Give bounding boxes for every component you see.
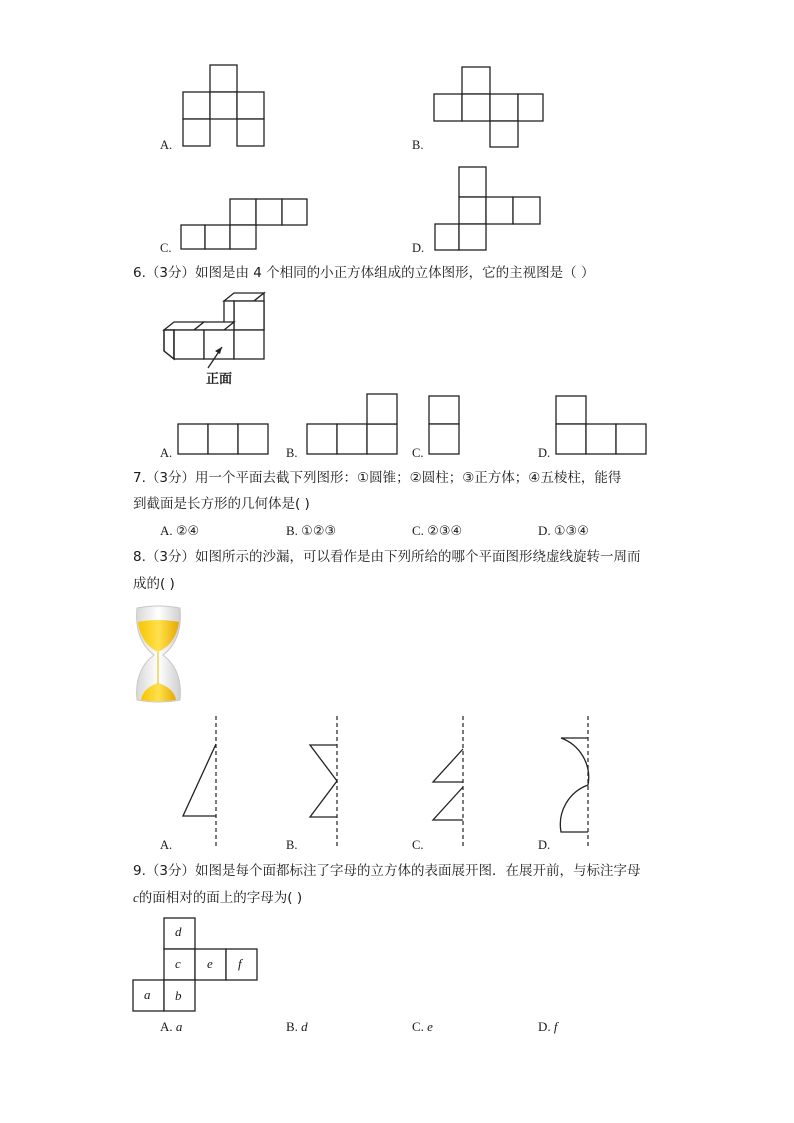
q9-net-right1: e [207,956,213,971]
q6-score: （3分） [145,265,195,281]
q7-option-b-label: B. [286,523,298,538]
q7-number: 7. [133,470,146,486]
q9-option-d[interactable] [538,1019,558,1035]
q9-stem-text-2: 的面相对的面上的字母为( ) [138,890,303,906]
q8-score: （3分） [145,549,195,565]
q9-option-c-label: C. [412,1019,424,1034]
q9-net-bottom: b [175,988,182,1003]
q9-option-d-text: f [553,1019,558,1034]
q9-number: 9. [133,863,146,879]
q6-option-c-label[interactable]: C. [412,446,424,460]
q8-option-c-label[interactable]: C. [412,838,424,852]
q6-stem-text: 如图是由 4 个相同的小正方体组成的立体图形，它的主视图是（ ） [194,265,595,281]
q9-option-a-label: A. [160,1019,173,1034]
q7-stem-text-1: 用一个平面去截下列图形：①圆锥；②圆柱；③正方体；④五棱柱，能得 [194,470,622,486]
q9-net-middle: c [175,956,181,971]
q7-option-a-text: ②④ [175,524,200,539]
q9-option-b-label: B. [286,1019,298,1034]
q8-option-b-label[interactable]: B. [286,838,298,852]
q9-option-b-text: d [301,1019,308,1034]
q7-option-c-label: C. [412,523,424,538]
q7-option-a-label: A. [160,523,173,538]
q7-option-c-text: ②③④ [427,524,463,539]
q9-net-right2: f [238,956,242,971]
q5-option-b-label[interactable]: B. [412,138,424,152]
q6-number: 6. [133,265,146,281]
q9-option-c-text: e [427,1019,433,1034]
q7-stem-line2: 到截面是长方形的几何体是( ) [133,496,310,512]
q8-option-a-label[interactable]: A. [160,838,173,852]
q7-score: （3分） [145,470,195,486]
q7-option-d-label: D. [538,523,551,538]
q9-score: （3分） [145,863,195,879]
q9-stem-var: c [133,890,139,905]
q9-option-c[interactable] [412,1019,433,1035]
q6-option-b-label[interactable]: B. [286,446,298,460]
q9-option-a-text: a [175,1019,183,1034]
q5-option-a-label[interactable]: A. [160,138,173,152]
q9-net-left: a [144,987,151,1002]
q8-stem-line2: 成的( ) [133,576,175,592]
q8-option-d-label[interactable]: D. [538,838,551,852]
q7-option-d-text: ①③④ [553,524,589,539]
q7-option-b-text: ①②③ [301,524,337,539]
q9-option-b[interactable] [286,1019,308,1035]
q5-option-d-label[interactable]: D. [412,241,425,255]
q6-option-a-label[interactable]: A. [160,446,173,460]
q6-front-label: 正面 [206,372,233,387]
q8-stem-text-1: 如图所示的沙漏，可以看作是由下列所给的哪个平面图形绕虚线旋转一周而 [194,549,641,565]
q9-net-top: d [175,924,182,939]
q6-option-d-label[interactable]: D. [538,446,551,460]
q9-stem-text-1: 如图是每个面都标注了字母的立方体的表面展开图．在展开前，与标注字母 [194,863,641,879]
q9-option-d-label: D. [538,1019,551,1034]
q5-option-c-label[interactable]: C. [160,241,172,255]
q8-number: 8. [133,549,146,565]
q9-option-a[interactable] [160,1019,182,1035]
